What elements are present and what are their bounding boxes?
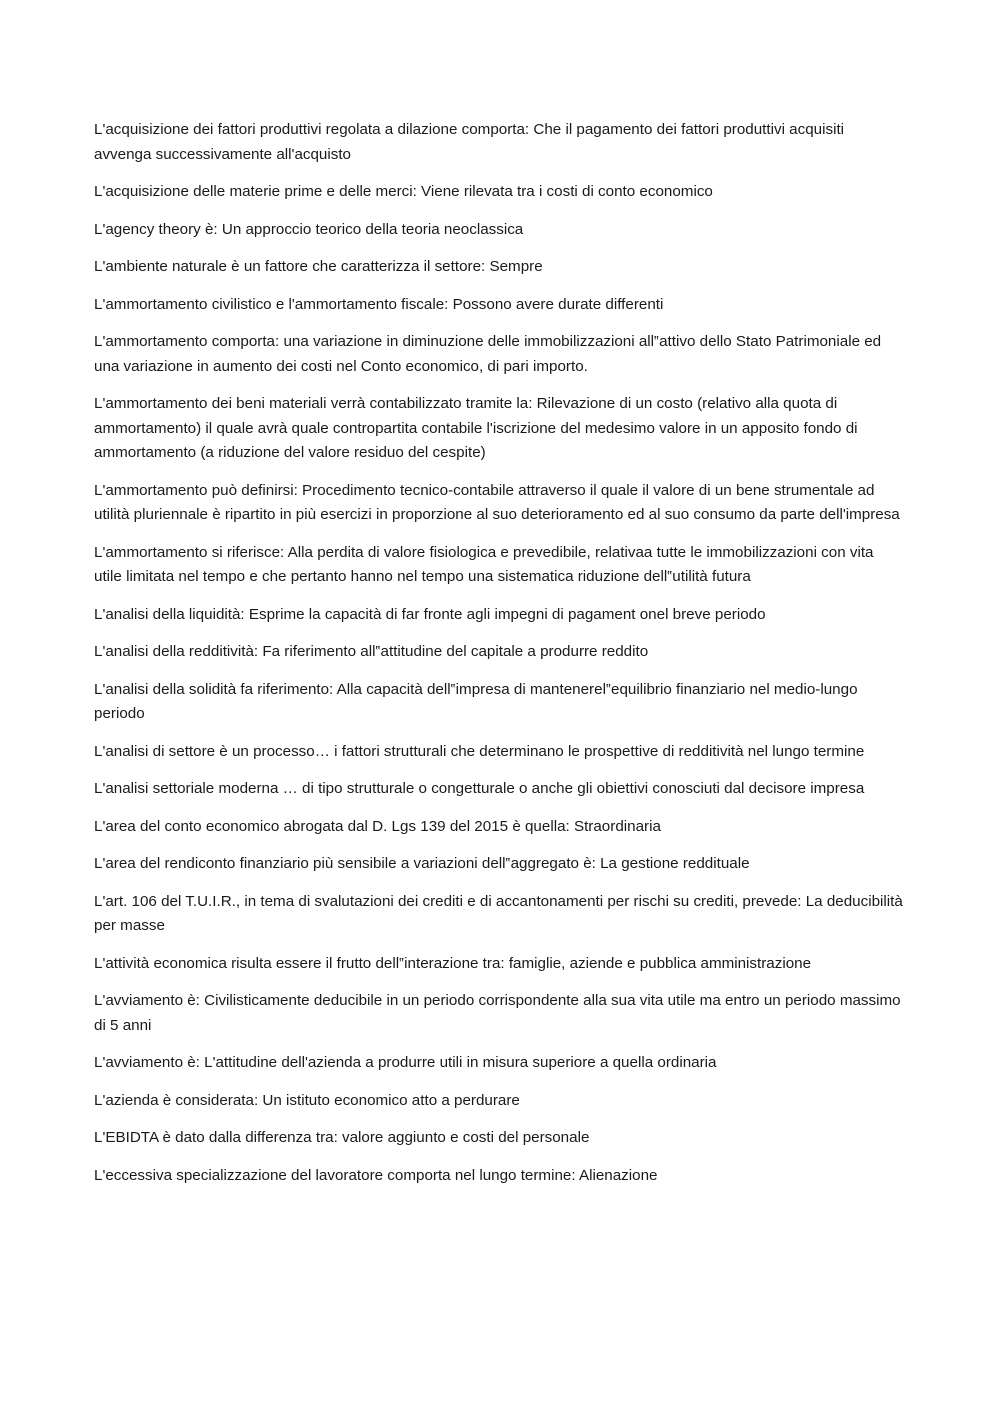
qa-entry: L'azienda è considerata: Un istituto economico atto a perdurare bbox=[94, 1091, 520, 1109]
qa-entry: L'analisi della solidità fa riferimento: Alla capacità dell‟impresa di mantenerel‟equilibrio finanziario nel medio-lungo periodo bbox=[94, 680, 858, 722]
qa-entry: L'agency theory è: Un approccio teorico della teoria neoclassica bbox=[94, 220, 524, 238]
qa-entry: L'ammortamento civilistico e l'ammortamento fiscale: Possono avere durate differenti bbox=[94, 295, 664, 313]
qa-entry: L'analisi di settore è un processo… i fattori strutturali che determinano le prospettive di redditività nel lungo termine bbox=[94, 742, 865, 760]
qa-entry: L'eccessiva specializzazione del lavoratore comporta nel lungo termine: Alienazione bbox=[94, 1166, 658, 1184]
qa-entry: L'attività economica risulta essere il frutto dell‟interazione tra: famiglie, aziende e pubblica amministrazione bbox=[94, 954, 812, 972]
qa-entry: L'area del rendiconto finanziario più sensibile a variazioni dell‟aggregato è: La gestione reddituale bbox=[94, 855, 750, 872]
qa-entry: L'ammortamento si riferisce: Alla perdita di valore fisiologica e prevedibile, relativaa tutte le immobilizzazioni con vita utile limitata nel tempo e che pertanto hanno nel tempo una sistematica riduzione dell‟utilità futura bbox=[94, 543, 874, 585]
qa-entry: L'ammortamento comporta: una variazione in diminuzione delle immobilizzazioni all‟attivo dello Stato Patrimoniale ed una variazione in aumento dei costi nel Conto economico, di pari importo. bbox=[94, 333, 882, 375]
qa-entry: L'EBIDTA è dato dalla differenza tra: valore aggiunto e costi del personale bbox=[94, 1129, 590, 1146]
qa-entry: L'art. 106 del T.U.I.R., in tema di svalutazioni dei crediti e di accantonamenti per rischi su crediti, prevede: La deducibilità per masse bbox=[94, 892, 903, 934]
qa-entry: L'ammortamento dei beni materiali verrà contabilizzato tramite la: Rilevazione di un costo (relativo alla quota di ammortamento) il quale avrà quale contropartita contabile l'iscrizione del medesimo valore in un apposito fondo di ammortamento (a riduzione del valore residuo del cespite) bbox=[94, 395, 858, 461]
qa-entry: L'avviamento è: Civilisticamente deducibile in un periodo corrispondente alla sua vita utile ma entro un periodo massimo di 5 anni bbox=[94, 992, 901, 1034]
qa-entry: L'ambiente naturale è un fattore che caratterizza il settore: Sempre bbox=[94, 258, 543, 275]
qa-entry: L'avviamento è: L'attitudine dell'azienda a produrre utili in misura superiore a quella ordinaria bbox=[94, 1054, 717, 1071]
qa-entry: L'acquisizione dei fattori produttivi regolata a dilazione comporta: Che il pagamento dei fattori produttivi acquisiti avvenga successivamente all'acquisto bbox=[94, 121, 845, 163]
qa-entry: L'acquisizione delle materie prime e delle merci: Viene rilevata tra i costi di conto economico bbox=[94, 183, 713, 200]
qa-entry: L'analisi della redditività: Fa riferimento all‟attitudine del capitale a produrre reddito bbox=[94, 643, 649, 660]
qa-entry: L'analisi della liquidità: Esprime la capacità di far fronte agli impegni di pagament onel breve periodo bbox=[94, 605, 766, 623]
qa-entry: L'ammortamento può definirsi: Procedimento tecnico-contabile attraverso il quale il valore di un bene strumentale ad utilità pluriennale è ripartito in più esercizi in proporzione al suo deterioramento ed al suo consumo da parte dell'impresa bbox=[94, 481, 900, 523]
qa-entry: L'area del conto economico abrogata dal D. Lgs 139 del 2015 è quella: Straordinaria bbox=[94, 817, 661, 835]
qa-entry: L'analisi settoriale moderna … di tipo strutturale o congetturale o anche gli obiettivi conosciuti dal decisore impresa bbox=[94, 780, 865, 797]
document-body bbox=[94, 118, 904, 1201]
